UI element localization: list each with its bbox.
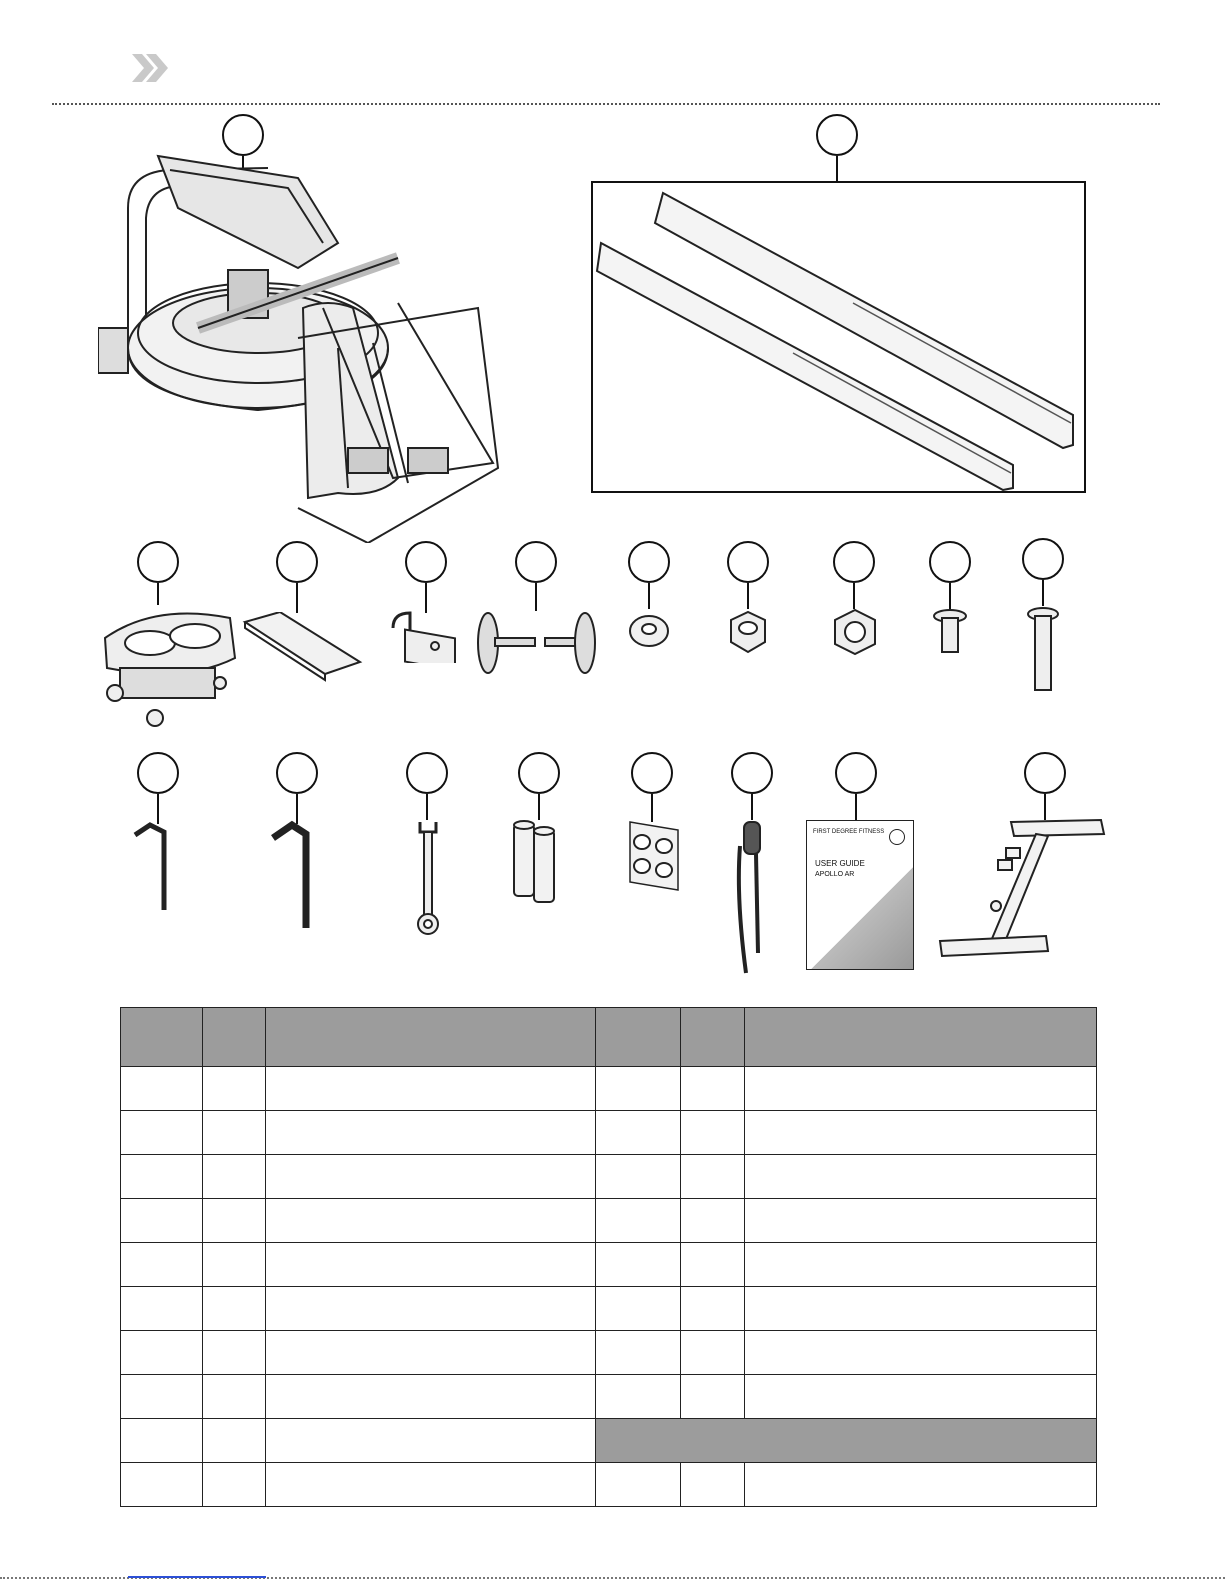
table-row xyxy=(121,1199,1097,1243)
parts-table xyxy=(120,1007,1097,1507)
callout-wheels xyxy=(515,541,557,583)
callout-user-guide xyxy=(835,752,877,794)
footer-accent-line xyxy=(128,1576,266,1578)
table-row xyxy=(121,1155,1097,1199)
leader-line xyxy=(535,583,537,611)
callout-wrench xyxy=(406,752,448,794)
callout-plate xyxy=(276,541,318,583)
callout-stabilizer xyxy=(1024,752,1066,794)
top-divider xyxy=(52,103,1160,105)
leader-line xyxy=(648,583,650,609)
lock-nut-icon xyxy=(830,608,880,656)
callout-felt-pads xyxy=(631,752,673,794)
leader-line xyxy=(296,583,298,613)
table-header-cell xyxy=(266,1008,596,1067)
table-row xyxy=(121,1067,1097,1111)
table-header-cell xyxy=(745,1008,1097,1067)
plate-icon xyxy=(240,612,365,687)
callout-lock-nut xyxy=(833,541,875,583)
felt-pads-icon xyxy=(628,820,680,892)
guide-model: APOLLO AR xyxy=(815,871,855,878)
table-row xyxy=(121,1463,1097,1507)
leader-line xyxy=(426,794,428,820)
rail-pair-panel xyxy=(591,181,1086,493)
wheel-axle-icon xyxy=(470,608,615,678)
user-guide-icon xyxy=(806,820,914,970)
leader-line xyxy=(747,583,749,609)
callout-long-bolt xyxy=(1022,538,1064,580)
allen-key-small-icon xyxy=(130,820,175,915)
table-header-row xyxy=(121,1008,1097,1067)
merged-shaded-cell xyxy=(596,1419,1097,1463)
callout-allen-small xyxy=(137,752,179,794)
short-bolt-icon xyxy=(930,608,970,656)
rower-frame-icon xyxy=(98,148,518,543)
leader-line xyxy=(1042,580,1044,606)
siphon-pump-icon xyxy=(732,818,774,978)
callout-allen-large xyxy=(276,752,318,794)
table-row xyxy=(121,1243,1097,1287)
wrench-icon xyxy=(412,818,444,938)
washer-icon xyxy=(628,614,670,649)
callout-batteries xyxy=(518,752,560,794)
table-header-cell xyxy=(203,1008,266,1067)
double-chevron-right-icon xyxy=(130,50,170,86)
guide-title: USER GUIDE xyxy=(815,859,865,868)
callout-short-bolt xyxy=(929,541,971,583)
table-row xyxy=(121,1419,1097,1463)
nut-icon xyxy=(723,610,773,655)
callout-washer xyxy=(628,541,670,583)
leader-line xyxy=(855,794,857,820)
leader-line xyxy=(836,156,838,182)
leader-line xyxy=(651,794,653,822)
table-row xyxy=(121,1375,1097,1419)
table-header-cell xyxy=(681,1008,745,1067)
guide-logo-icon xyxy=(889,829,905,845)
leader-line xyxy=(751,794,753,820)
table-row xyxy=(121,1111,1097,1155)
leader-line xyxy=(853,583,855,609)
leader-line xyxy=(949,583,951,609)
callout-nut xyxy=(727,541,769,583)
table-header-cell xyxy=(121,1008,203,1067)
bracket-icon xyxy=(385,608,460,663)
allen-key-large-icon xyxy=(268,820,318,932)
seat-icon xyxy=(95,598,240,728)
rear-stabilizer-icon xyxy=(936,816,1111,961)
table-row xyxy=(121,1331,1097,1375)
table-row xyxy=(121,1287,1097,1331)
long-bolt-icon xyxy=(1026,606,1060,694)
callout-bracket xyxy=(405,541,447,583)
rail-pair-icon xyxy=(593,183,1084,491)
callout-seat xyxy=(137,541,179,583)
table-header-cell xyxy=(596,1008,681,1067)
callout-rails xyxy=(816,114,858,156)
callout-siphon-pump xyxy=(731,752,773,794)
guide-brand: FIRST DEGREE FITNESS xyxy=(813,829,885,835)
leader-line xyxy=(538,794,540,820)
batteries-icon xyxy=(508,818,563,906)
